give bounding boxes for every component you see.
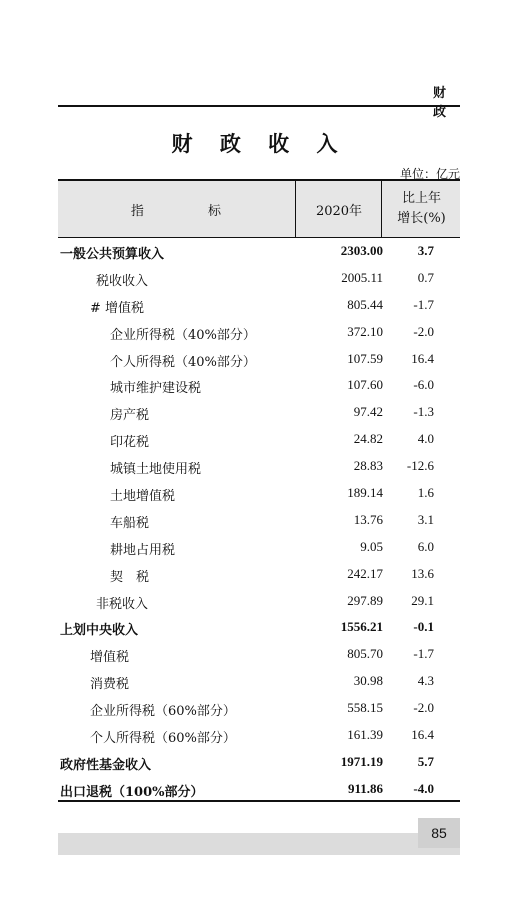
row-growth: 3.7 — [417, 243, 434, 258]
row-growth: -2.0 — [413, 323, 434, 339]
row-label: 城镇土地使用税 — [110, 462, 202, 478]
table-row — [58, 776, 460, 803]
row-label: # 增值税 — [90, 300, 145, 316]
row-growth: 1.6 — [417, 485, 434, 501]
table-row — [58, 507, 460, 534]
row-label: 企业所得税（40%部分） — [110, 327, 256, 343]
row-growth: -2.0 — [413, 700, 434, 716]
row-value-2020: 242.17 — [347, 565, 383, 581]
row-growth: 13.6 — [411, 565, 434, 581]
row-growth: -1.7 — [413, 646, 434, 662]
row-label: 上划中央收入 — [60, 623, 139, 639]
table-row — [58, 749, 460, 776]
table-row — [58, 722, 460, 749]
row-value-2020: 1971.19 — [340, 753, 383, 769]
row-label: 城市维护建设税 — [110, 381, 202, 397]
table-row — [58, 319, 460, 346]
row-value-2020: 1556.21 — [340, 619, 383, 635]
page-number: 85 — [418, 818, 460, 848]
row-label: 非税收入 — [96, 596, 149, 612]
row-label: 出口退税（100%部分） — [60, 784, 204, 800]
column-header-indicator: 指 标 — [130, 203, 252, 219]
column-header-year: 2020年 — [295, 181, 382, 237]
table-row — [58, 372, 460, 399]
row-value-2020: 161.39 — [347, 727, 383, 743]
row-growth: -4.0 — [413, 780, 434, 796]
row-label: 税收收入 — [96, 273, 149, 289]
row-growth: 3.1 — [417, 511, 434, 527]
row-label: 房产税 — [110, 408, 150, 424]
row-label: 耕地占用税 — [110, 542, 176, 558]
row-value-2020: 911.86 — [347, 780, 383, 796]
row-label: 契 税 — [110, 569, 150, 585]
table-row — [58, 292, 460, 319]
table-row — [58, 641, 460, 668]
footer-bar — [58, 833, 460, 855]
row-value-2020: 24.82 — [353, 431, 383, 447]
table-row — [58, 480, 460, 507]
row-growth: -6.0 — [413, 377, 434, 393]
row-growth: -12.6 — [406, 458, 434, 474]
row-value-2020: 30.98 — [353, 673, 383, 689]
row-label: 企业所得税（60%部分） — [90, 704, 236, 720]
table-row — [58, 668, 460, 695]
row-label: 印花税 — [110, 435, 150, 451]
table-row — [58, 588, 460, 615]
growth-header-line2: 增长(%) — [397, 211, 446, 226]
row-growth: 4.3 — [417, 673, 434, 689]
row-value-2020: 2303.00 — [340, 243, 383, 258]
row-value-2020: 107.60 — [347, 377, 383, 393]
column-header-growth — [381, 181, 461, 237]
row-label: 消费税 — [90, 677, 130, 693]
row-label: 土地增值税 — [110, 489, 176, 505]
row-value-2020: 297.89 — [347, 592, 383, 608]
row-label: 增值税 — [90, 650, 130, 666]
row-value-2020: 189.14 — [347, 485, 383, 501]
row-growth: 16.4 — [411, 727, 434, 743]
table-row — [58, 614, 460, 641]
table-row — [58, 426, 460, 453]
row-value-2020: 805.70 — [347, 646, 383, 662]
row-label: 一般公共预算收入 — [60, 247, 165, 262]
table-bottom-rule — [58, 800, 460, 802]
growth-header-line1: 比上年 — [401, 191, 441, 206]
row-growth: 5.7 — [417, 753, 434, 769]
row-value-2020: 13.76 — [353, 511, 383, 527]
row-value-2020: 2005.11 — [341, 269, 383, 285]
table-row — [58, 561, 460, 588]
header-rule — [58, 105, 460, 107]
row-value-2020: 805.44 — [347, 296, 383, 312]
row-value-2020: 558.15 — [347, 700, 383, 716]
row-growth: 6.0 — [417, 538, 434, 554]
row-label: 车船税 — [110, 515, 150, 531]
row-growth: -1.3 — [413, 404, 434, 420]
table-row — [58, 346, 460, 373]
row-label: 个人所得税（40%部分） — [110, 354, 256, 370]
table-row — [58, 399, 460, 426]
row-value-2020: 28.83 — [353, 458, 383, 474]
row-value-2020: 97.42 — [353, 404, 383, 420]
page-title: 财 政 收 入 — [171, 131, 348, 156]
table-body — [58, 238, 460, 803]
unit-note: 单位：亿元 — [399, 167, 460, 181]
row-value-2020: 9.05 — [360, 538, 383, 554]
row-value-2020: 107.59 — [347, 350, 383, 366]
table-row — [58, 695, 460, 722]
table-row — [58, 238, 460, 265]
table-header — [58, 181, 460, 238]
row-growth: -0.1 — [413, 619, 434, 635]
row-growth: 0.7 — [417, 269, 434, 285]
row-growth: 4.0 — [417, 431, 434, 447]
row-growth: 29.1 — [411, 592, 434, 608]
table-row — [58, 453, 460, 480]
row-growth: 16.4 — [411, 350, 434, 366]
row-label: 个人所得税（60%部分） — [90, 731, 236, 747]
row-growth: -1.7 — [413, 296, 434, 312]
table-row — [58, 265, 460, 292]
row-label: 政府性基金收入 — [60, 757, 152, 773]
row-value-2020: 372.10 — [347, 323, 383, 339]
section-header: 财 政 — [432, 86, 460, 120]
table-row — [58, 534, 460, 561]
